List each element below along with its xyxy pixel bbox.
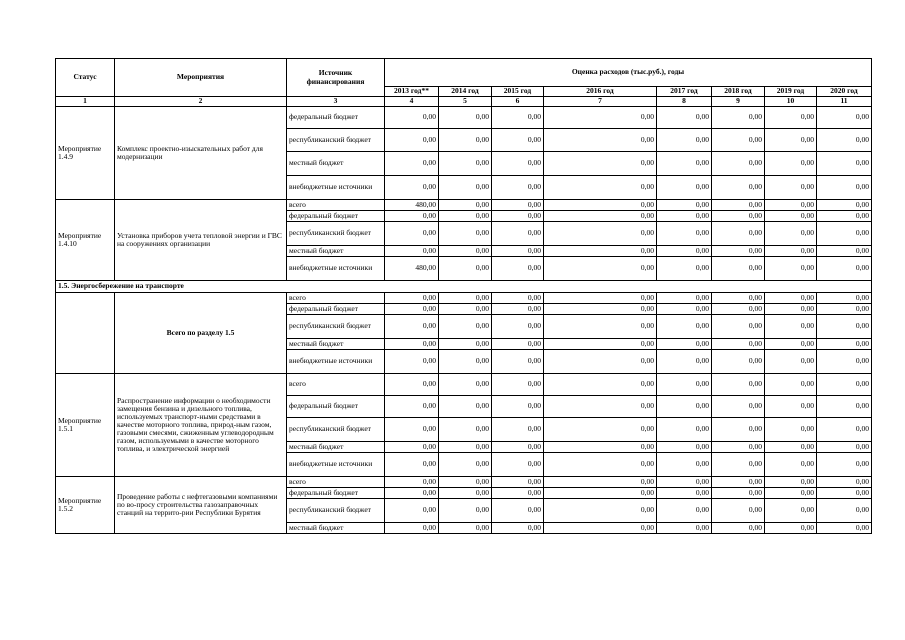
amount-cell: 0,00 — [657, 442, 712, 453]
funding-source-cell: республиканский бюджет — [287, 499, 385, 523]
amount-cell: 0,00 — [712, 152, 765, 176]
amount-cell: 0,00 — [657, 211, 712, 222]
amount-cell: 0,00 — [439, 211, 492, 222]
amount-cell: 0,00 — [712, 477, 765, 488]
amount-cell: 0,00 — [765, 152, 817, 176]
amount-cell: 0,00 — [712, 293, 765, 304]
measure-cell: Комплекс проектно-изыскательных работ для модернизации — [115, 107, 287, 200]
amount-cell: 0,00 — [544, 488, 657, 499]
amount-cell: 0,00 — [657, 374, 712, 396]
amount-cell: 0,00 — [544, 293, 657, 304]
funding-source-cell: местный бюджет — [287, 152, 385, 176]
amount-cell: 0,00 — [385, 453, 439, 477]
column-number: 11 — [817, 97, 872, 107]
funding-source-cell: федеральный бюджет — [287, 396, 385, 418]
amount-cell: 0,00 — [544, 339, 657, 350]
amount-cell: 0,00 — [439, 246, 492, 257]
column-number: 7 — [544, 97, 657, 107]
amount-cell: 0,00 — [439, 339, 492, 350]
amount-cell: 0,00 — [765, 350, 817, 374]
amount-cell: 0,00 — [439, 477, 492, 488]
column-number: 1 — [56, 97, 115, 107]
amount-cell: 0,00 — [712, 442, 765, 453]
amount-cell: 0,00 — [385, 315, 439, 339]
column-number: 8 — [657, 97, 712, 107]
section-row — [56, 281, 872, 293]
amount-cell: 0,00 — [492, 442, 544, 453]
amount-cell: 480,00 — [385, 200, 439, 211]
header-status: Статус — [56, 59, 115, 97]
amount-cell: 0,00 — [817, 418, 872, 442]
status-cell: Мероприятие 1.4.9 — [56, 107, 115, 200]
funding-source-cell: всего — [287, 200, 385, 211]
amount-cell: 0,00 — [765, 418, 817, 442]
funding-source-cell: республиканский бюджет — [287, 418, 385, 442]
amount-cell: 0,00 — [765, 222, 817, 246]
amount-cell: 0,00 — [712, 488, 765, 499]
column-number-row — [56, 97, 872, 107]
amount-cell: 0,00 — [817, 339, 872, 350]
amount-cell: 0,00 — [492, 350, 544, 374]
funding-source-cell: местный бюджет — [287, 523, 385, 534]
amount-cell: 0,00 — [817, 222, 872, 246]
status-cell: Мероприятие 1.4.10 — [56, 200, 115, 281]
amount-cell: 0,00 — [765, 107, 817, 129]
amount-cell: 0,00 — [817, 107, 872, 129]
amount-cell: 0,00 — [817, 477, 872, 488]
funding-source-cell: внебюджетные источники — [287, 453, 385, 477]
amount-cell: 0,00 — [385, 477, 439, 488]
amount-cell: 0,00 — [439, 396, 492, 418]
funding-source-cell: местный бюджет — [287, 442, 385, 453]
amount-cell: 0,00 — [712, 304, 765, 315]
amount-cell: 0,00 — [817, 350, 872, 374]
funding-source-cell: местный бюджет — [287, 246, 385, 257]
column-number: 5 — [439, 97, 492, 107]
amount-cell: 0,00 — [712, 453, 765, 477]
amount-cell: 0,00 — [712, 222, 765, 246]
amount-cell: 0,00 — [385, 246, 439, 257]
amount-cell: 0,00 — [439, 374, 492, 396]
amount-cell: 0,00 — [712, 176, 765, 200]
amount-cell: 0,00 — [765, 257, 817, 281]
amount-cell: 0,00 — [657, 418, 712, 442]
header-year: 2020 год — [817, 87, 872, 97]
amount-cell: 0,00 — [765, 304, 817, 315]
amount-cell: 0,00 — [492, 129, 544, 152]
amount-cell: 0,00 — [817, 396, 872, 418]
amount-cell: 0,00 — [765, 477, 817, 488]
amount-cell: 0,00 — [765, 499, 817, 523]
amount-cell: 0,00 — [817, 499, 872, 523]
funding-source-cell: внебюджетные источники — [287, 176, 385, 200]
amount-cell: 0,00 — [817, 442, 872, 453]
header-row — [56, 59, 872, 87]
amount-cell: 0,00 — [439, 107, 492, 129]
amount-cell: 0,00 — [439, 176, 492, 200]
amount-cell: 0,00 — [817, 304, 872, 315]
amount-cell: 0,00 — [439, 499, 492, 523]
amount-cell: 0,00 — [657, 176, 712, 200]
amount-cell: 0,00 — [765, 246, 817, 257]
amount-cell: 0,00 — [492, 246, 544, 257]
amount-cell: 0,00 — [439, 222, 492, 246]
amount-cell: 0,00 — [439, 523, 492, 534]
amount-cell: 0,00 — [817, 246, 872, 257]
amount-cell: 0,00 — [544, 374, 657, 396]
header-measures: Мероприятия — [115, 59, 287, 97]
amount-cell: 0,00 — [712, 246, 765, 257]
amount-cell: 0,00 — [765, 488, 817, 499]
amount-cell: 0,00 — [385, 418, 439, 442]
funding-source-cell: местный бюджет — [287, 339, 385, 350]
amount-cell: 0,00 — [765, 129, 817, 152]
amount-cell: 0,00 — [765, 315, 817, 339]
status-cell — [56, 293, 115, 374]
amount-cell: 0,00 — [817, 488, 872, 499]
measure-cell: Проведение работы с нефтегазовыми компаниями по во-просу строительства газозаправочных станций на террито-рии Республики Бурятия — [115, 477, 287, 534]
amount-cell: 0,00 — [817, 293, 872, 304]
amount-cell: 0,00 — [817, 523, 872, 534]
amount-cell: 0,00 — [544, 129, 657, 152]
amount-cell: 0,00 — [817, 211, 872, 222]
amount-cell: 0,00 — [492, 374, 544, 396]
column-number: 3 — [287, 97, 385, 107]
table-row — [56, 374, 872, 396]
header-year: 2014 год — [439, 87, 492, 97]
amount-cell: 0,00 — [657, 222, 712, 246]
amount-cell: 0,00 — [657, 488, 712, 499]
amount-cell: 0,00 — [544, 200, 657, 211]
table-row — [56, 477, 872, 488]
column-number: 2 — [115, 97, 287, 107]
amount-cell: 0,00 — [817, 152, 872, 176]
amount-cell: 0,00 — [817, 315, 872, 339]
header-year: 2018 год — [712, 87, 765, 97]
amount-cell: 0,00 — [544, 396, 657, 418]
funding-source-cell: всего — [287, 477, 385, 488]
amount-cell: 0,00 — [385, 523, 439, 534]
table-row — [56, 293, 872, 304]
amount-cell: 0,00 — [765, 293, 817, 304]
amount-cell: 0,00 — [492, 222, 544, 246]
amount-cell: 0,00 — [439, 488, 492, 499]
amount-cell: 0,00 — [765, 211, 817, 222]
section-total-label: Всего по разделу 1.5 — [115, 293, 287, 374]
amount-cell: 0,00 — [385, 339, 439, 350]
amount-cell: 0,00 — [657, 129, 712, 152]
amount-cell: 0,00 — [385, 107, 439, 129]
amount-cell: 0,00 — [765, 200, 817, 211]
amount-cell: 0,00 — [385, 176, 439, 200]
amount-cell: 0,00 — [385, 499, 439, 523]
amount-cell: 0,00 — [657, 339, 712, 350]
amount-cell: 0,00 — [765, 396, 817, 418]
amount-cell: 480,00 — [385, 257, 439, 281]
amount-cell: 0,00 — [544, 257, 657, 281]
measure-cell: Установка приборов учета тепловой энергии и ГВС на сооружениях организации — [115, 200, 287, 281]
funding-source-cell: внебюджетные источники — [287, 257, 385, 281]
amount-cell: 0,00 — [544, 222, 657, 246]
amount-cell: 0,00 — [492, 477, 544, 488]
header-year: 2016 год — [544, 87, 657, 97]
amount-cell: 0,00 — [657, 107, 712, 129]
column-number: 9 — [712, 97, 765, 107]
status-cell: Мероприятие 1.5.2 — [56, 477, 115, 534]
amount-cell: 0,00 — [817, 176, 872, 200]
amount-cell: 0,00 — [657, 246, 712, 257]
column-number: 6 — [492, 97, 544, 107]
amount-cell: 0,00 — [439, 257, 492, 281]
amount-cell: 0,00 — [657, 477, 712, 488]
funding-source-cell: федеральный бюджет — [287, 488, 385, 499]
amount-cell: 0,00 — [712, 315, 765, 339]
amount-cell: 0,00 — [439, 350, 492, 374]
amount-cell: 0,00 — [657, 304, 712, 315]
amount-cell: 0,00 — [544, 246, 657, 257]
measure-cell: Распространение информации о необходимости замещения бензина и дизельного топлива, используемых транспорт-ными средствами в качестве моторного топлива, природ-ным газом, газовыми смесями, сжиженным углеводородным газом, используемыми в качестве моторного топлива, и электрической энергией — [115, 374, 287, 477]
amount-cell: 0,00 — [439, 200, 492, 211]
amount-cell: 0,00 — [439, 453, 492, 477]
amount-cell: 0,00 — [544, 176, 657, 200]
status-cell: Мероприятие 1.5.1 — [56, 374, 115, 477]
amount-cell: 0,00 — [492, 488, 544, 499]
funding-source-cell: федеральный бюджет — [287, 107, 385, 129]
funding-source-cell: всего — [287, 374, 385, 396]
amount-cell: 0,00 — [492, 315, 544, 339]
header-year: 2019 год — [765, 87, 817, 97]
budget-table-page — [55, 58, 872, 534]
funding-source-cell: республиканский бюджет — [287, 222, 385, 246]
amount-cell: 0,00 — [492, 396, 544, 418]
amount-cell: 0,00 — [817, 129, 872, 152]
amount-cell: 0,00 — [544, 477, 657, 488]
amount-cell: 0,00 — [817, 453, 872, 477]
amount-cell: 0,00 — [544, 152, 657, 176]
amount-cell: 0,00 — [492, 523, 544, 534]
amount-cell: 0,00 — [385, 222, 439, 246]
amount-cell: 0,00 — [439, 315, 492, 339]
amount-cell: 0,00 — [657, 152, 712, 176]
amount-cell: 0,00 — [544, 304, 657, 315]
amount-cell: 0,00 — [712, 350, 765, 374]
amount-cell: 0,00 — [765, 523, 817, 534]
amount-cell: 0,00 — [817, 374, 872, 396]
amount-cell: 0,00 — [712, 257, 765, 281]
header-estimate: Оценка расходов (тыс.руб.), годы — [385, 59, 872, 87]
amount-cell: 0,00 — [492, 176, 544, 200]
column-number: 10 — [765, 97, 817, 107]
amount-cell: 0,00 — [492, 418, 544, 442]
amount-cell: 0,00 — [657, 200, 712, 211]
amount-cell: 0,00 — [385, 396, 439, 418]
amount-cell: 0,00 — [544, 453, 657, 477]
amount-cell: 0,00 — [765, 374, 817, 396]
amount-cell: 0,00 — [439, 304, 492, 315]
amount-cell: 0,00 — [544, 107, 657, 129]
table-row — [56, 107, 872, 129]
amount-cell: 0,00 — [385, 350, 439, 374]
amount-cell: 0,00 — [657, 396, 712, 418]
amount-cell: 0,00 — [439, 442, 492, 453]
table-body — [56, 107, 872, 534]
amount-cell: 0,00 — [544, 418, 657, 442]
amount-cell: 0,00 — [492, 257, 544, 281]
amount-cell: 0,00 — [765, 176, 817, 200]
amount-cell: 0,00 — [544, 442, 657, 453]
amount-cell: 0,00 — [712, 107, 765, 129]
funding-source-cell: республиканский бюджет — [287, 129, 385, 152]
amount-cell: 0,00 — [385, 374, 439, 396]
funding-source-cell: внебюджетные источники — [287, 350, 385, 374]
amount-cell: 0,00 — [712, 339, 765, 350]
amount-cell: 0,00 — [657, 350, 712, 374]
amount-cell: 0,00 — [657, 315, 712, 339]
funding-source-cell: федеральный бюджет — [287, 211, 385, 222]
amount-cell: 0,00 — [492, 211, 544, 222]
amount-cell: 0,00 — [439, 129, 492, 152]
amount-cell: 0,00 — [492, 293, 544, 304]
amount-cell: 0,00 — [712, 396, 765, 418]
section-title: 1.5. Энергосбережение на транспорте — [56, 281, 872, 293]
budget-table — [55, 58, 872, 534]
header-year: 2017 год — [657, 87, 712, 97]
amount-cell: 0,00 — [657, 453, 712, 477]
column-number: 4 — [385, 97, 439, 107]
amount-cell: 0,00 — [385, 488, 439, 499]
table-row — [56, 200, 872, 211]
amount-cell: 0,00 — [657, 257, 712, 281]
header-year: 2013 год** — [385, 87, 439, 97]
amount-cell: 0,00 — [712, 200, 765, 211]
amount-cell: 0,00 — [544, 350, 657, 374]
amount-cell: 0,00 — [657, 523, 712, 534]
amount-cell: 0,00 — [712, 129, 765, 152]
amount-cell: 0,00 — [492, 499, 544, 523]
amount-cell: 0,00 — [712, 523, 765, 534]
amount-cell: 0,00 — [492, 107, 544, 129]
amount-cell: 0,00 — [385, 129, 439, 152]
amount-cell: 0,00 — [385, 442, 439, 453]
amount-cell: 0,00 — [439, 152, 492, 176]
amount-cell: 0,00 — [492, 304, 544, 315]
amount-cell: 0,00 — [712, 418, 765, 442]
amount-cell: 0,00 — [544, 211, 657, 222]
funding-source-cell: федеральный бюджет — [287, 304, 385, 315]
funding-source-cell: всего — [287, 293, 385, 304]
amount-cell: 0,00 — [712, 211, 765, 222]
amount-cell: 0,00 — [439, 418, 492, 442]
amount-cell: 0,00 — [765, 453, 817, 477]
amount-cell: 0,00 — [439, 293, 492, 304]
amount-cell: 0,00 — [385, 152, 439, 176]
amount-cell: 0,00 — [712, 499, 765, 523]
amount-cell: 0,00 — [492, 453, 544, 477]
amount-cell: 0,00 — [657, 293, 712, 304]
header-source: Источник финансирования — [287, 59, 385, 97]
amount-cell: 0,00 — [544, 499, 657, 523]
amount-cell: 0,00 — [385, 304, 439, 315]
amount-cell: 0,00 — [492, 152, 544, 176]
amount-cell: 0,00 — [817, 257, 872, 281]
amount-cell: 0,00 — [817, 200, 872, 211]
amount-cell: 0,00 — [544, 523, 657, 534]
amount-cell: 0,00 — [544, 315, 657, 339]
amount-cell: 0,00 — [712, 374, 765, 396]
amount-cell: 0,00 — [385, 211, 439, 222]
amount-cell: 0,00 — [385, 293, 439, 304]
header-year: 2015 год — [492, 87, 544, 97]
amount-cell: 0,00 — [492, 339, 544, 350]
amount-cell: 0,00 — [765, 442, 817, 453]
amount-cell: 0,00 — [657, 499, 712, 523]
funding-source-cell: республиканский бюджет — [287, 315, 385, 339]
amount-cell: 0,00 — [492, 200, 544, 211]
amount-cell: 0,00 — [765, 339, 817, 350]
